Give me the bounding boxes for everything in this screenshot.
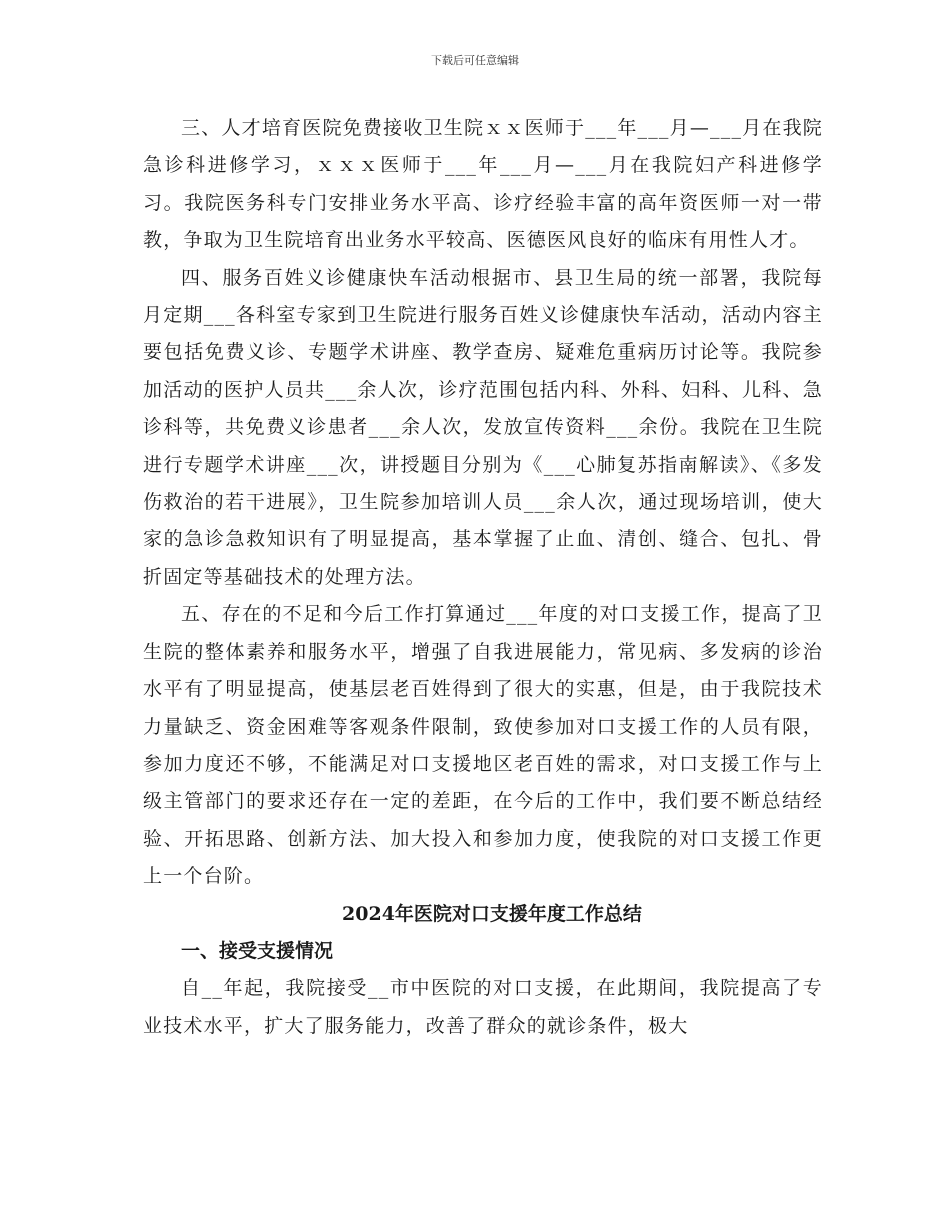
section-heading: 一、接受支援情况 (181, 939, 334, 962)
document-body (143, 110, 823, 1045)
document-title: 2024年医院对口支援年度工作总结 (342, 902, 642, 925)
page-header-note: 下载后可任意编辑 (431, 54, 519, 67)
paragraph-shortcomings: 五、存在的不足和今后工作打算通过___年度的对口支援工作，提高了卫生院的整体素养和服务水平，增强了自我进展能力，常见病、多发病的诊治水平有了明显提高，使基层老百姓得到了很大的实惠，但是，由于我院技术力量缺乏、资金困难等客观条件限制，致使参加对口支援工作的人员有限，参加力度还不够，不能满足对口支援地区老百姓的需求，对口支援工作与上级主管部门的要求还存在一定的差距，在今后的工作中，我们要不断总结经验、开拓思路、创新方法、加大投入和参加力度，使我院的对口支援工作更上一个台阶。 (143, 603, 823, 888)
paragraph-free-clinic: 四、服务百姓义诊健康快车活动根据市、县卫生局的统一部署，我院每月定期___各科室专家到卫生院进行服务百姓义诊健康快车活动，活动内容主要包括免费义诊、专题学术讲座、教学查房、疑难危重病历讨论等。我院参加活动的医护人员共___余人次，诊疗范围包括内科、外科、妇科、儿科、急诊科等，共免费义诊患者___余人次，发放宣传资料___余份。我院在卫生院进行专题学术讲座___次，讲授题目分别为《___心肺复苏指南解读》、《多发伤救治的若干进展》，卫生院参加培训人员___余人次，通过现场培训，使大家的急诊急救知识有了明显提高，基本掌握了止血、清创、缝合、包扎、骨折固定等基础技术的处理方法。 (143, 266, 823, 588)
paragraph-talent-training: 三、人才培育医院免费接收卫生院ｘｘ医师于___年___月—___月在我院急诊科进修学习，ｘｘｘ医师于___年___月—___月在我院妇产科进修学习。我院医务科专门安排业务水平高、诊疗经验丰富的高年资医师一对一带教，争取为卫生院培育出业务水平较高、医德医风良好的临床有用性人才。 (143, 117, 823, 252)
paragraph-support-intro: 自__年起，我院接受__市中医院的对口支援，在此期间，我院提高了专业技术水平，扩大了服务能力，改善了群众的就诊条件，极大 (143, 977, 823, 1037)
